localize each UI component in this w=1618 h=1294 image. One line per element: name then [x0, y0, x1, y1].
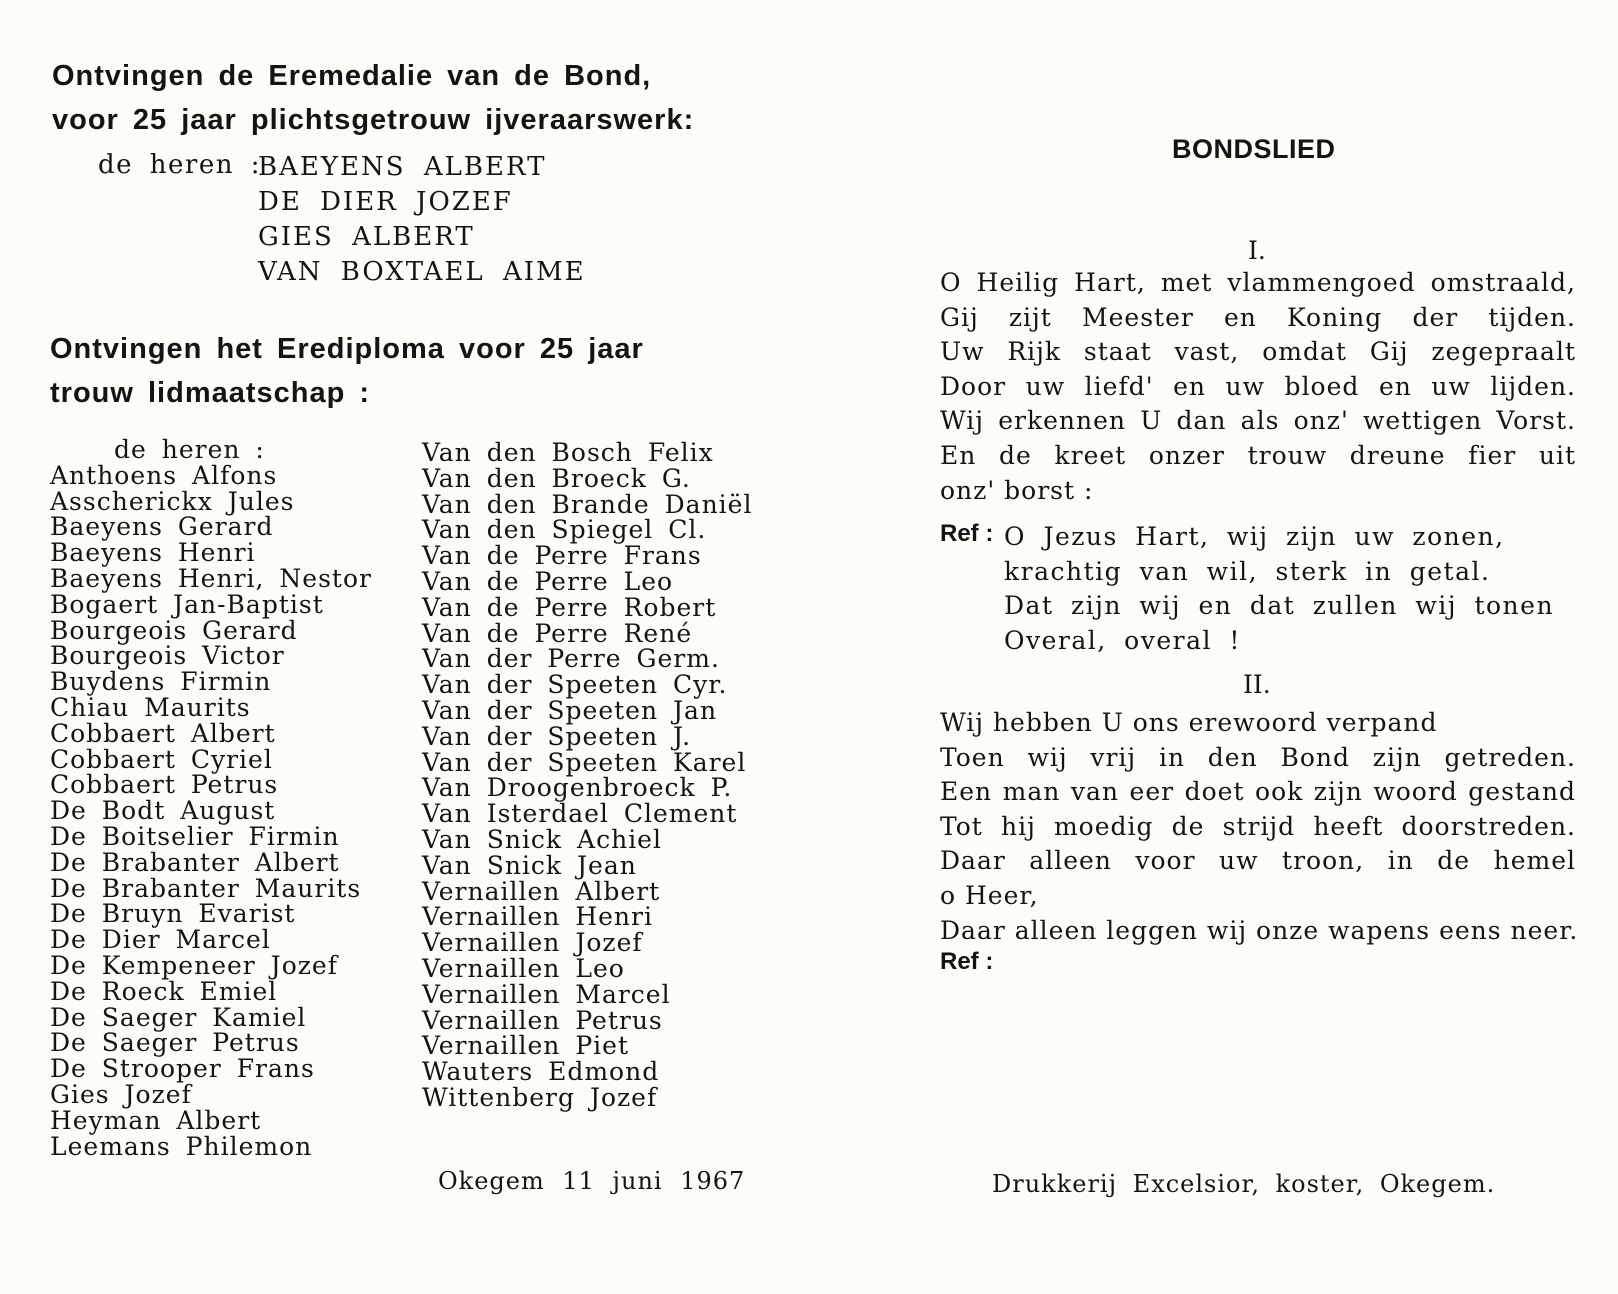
verse-line: Gij zijt Meester en Koning der tijden. [940, 302, 1576, 332]
list-item: Van der Speeten J. [422, 721, 692, 751]
refrain-label: Ref : [940, 948, 994, 975]
list-item: Van de Perre Frans [422, 541, 702, 571]
list-item: Van Isterdael Clement [422, 799, 738, 829]
medal-recipient: VAN BOXTAEL AIME [258, 257, 586, 287]
list-item: Cobbaert Albert [50, 718, 276, 748]
verse-line: o Heer, [940, 880, 1039, 910]
diploma-heading-line2: trouw lidmaatschap : [50, 377, 371, 409]
verse-line: Door uw liefd' en uw bloed en uw lijden. [940, 371, 1576, 401]
list-item: Van der Perre Germ. [422, 644, 720, 674]
verse-line: Een man van eer doet ook zijn woord gestand [940, 777, 1576, 807]
verse-1 [940, 266, 1576, 508]
list-item: Baeyens Henri [50, 538, 256, 568]
list-item: Van de Perre René [422, 618, 693, 648]
list-item: Vernaillen Jozef [422, 928, 643, 958]
list-item: Bogaert Jan-Baptist [50, 589, 324, 619]
list-item: Gies Jozef [50, 1079, 192, 1109]
list-item: De Saeger Kamiel [50, 1002, 307, 1032]
list-item: Chiau Maurits [50, 692, 251, 722]
list-item: De Bodt August [50, 796, 276, 826]
refrain-line: Dat zijn wij en dat zullen wij tonen [1004, 591, 1555, 620]
list-item: Van den Broeck G. [422, 463, 691, 493]
verse-number: I. [1248, 236, 1266, 265]
medal-recipient: DE DIER JOZEF [258, 187, 513, 217]
list-item: Heyman Albert [50, 1105, 262, 1135]
list-item: Asscherickx Jules [50, 486, 295, 516]
diploma-heading-line1: Ontvingen het Erediploma voor 25 jaar [50, 333, 644, 365]
diploma-list-left [50, 437, 372, 1159]
verse-line: O Heilig Hart, met vlammengoed omstraald, [940, 268, 1576, 297]
diploma-intro: de heren : [114, 435, 265, 464]
list-item: Anthoens Alfons [50, 460, 278, 490]
list-item: Bourgeois Gerard [50, 615, 298, 645]
list-item: De Bruyn Evarist [50, 899, 296, 929]
list-item: De Brabanter Maurits [50, 873, 362, 903]
list-item: Vernaillen Albert [422, 876, 661, 906]
verse-line: Toen wij vrij in den Bond zijn getreden. [940, 742, 1576, 772]
list-item: Bourgeois Victor [50, 641, 285, 671]
verse-2 [940, 706, 1579, 948]
list-item: Vernaillen Petrus [422, 1005, 663, 1035]
list-item: Van de Perre Robert [422, 592, 717, 622]
date-line: Okegem 11 juni 1967 [438, 1167, 746, 1195]
list-item: Baeyens Henri, Nestor [50, 563, 372, 593]
medal-intro: de heren : [98, 150, 262, 180]
verse-line: En de kreet onzer trouw dreune fier uit [940, 440, 1576, 470]
list-item: Van den Spiegel Cl. [422, 515, 707, 545]
verse-number: II. [1243, 670, 1271, 699]
list-item: Van Snick Achiel [422, 824, 662, 854]
song-title: BONDSLIED [1172, 134, 1336, 164]
verse-line: Wij hebben U ons erewoord verpand [940, 708, 1438, 737]
refrain [1004, 520, 1554, 658]
list-item: Vernaillen Piet [422, 1031, 629, 1061]
honors-page [0, 0, 800, 1294]
list-item: Van der Speeten Jan [422, 695, 718, 725]
list-item: Wauters Edmond [422, 1057, 660, 1087]
list-item: Van den Bosch Felix [422, 438, 714, 467]
refrain-line: krachtig van wil, sterk in getal. [1004, 556, 1491, 586]
medal-heading-line1: Ontvingen de Eremedalie van de Bond, [52, 60, 652, 92]
refrain-line: O Jezus Hart, wij zijn uw zonen, [1004, 522, 1505, 551]
printer-line: Drukkerij Excelsior, koster, Okegem. [992, 1170, 1496, 1198]
list-item: De Brabanter Albert [50, 847, 340, 877]
list-item: Cobbaert Cyriel [50, 744, 273, 774]
refrain-label: Ref : [940, 520, 994, 547]
list-item: Cobbaert Petrus [50, 770, 279, 800]
list-item: Van Snick Jean [422, 850, 637, 880]
list-item: Van der Speeten Cyr. [422, 670, 728, 700]
list-item: De Dier Marcel [50, 925, 271, 955]
list-item: Vernaillen Leo [422, 953, 625, 983]
list-item: De Boitselier Firmin [50, 821, 340, 851]
list-item: De Saeger Petrus [50, 1028, 300, 1058]
verse-line: Daar alleen voor uw troon, in de hemel [940, 846, 1576, 876]
verse-line: Daar alleen leggen wij onze wapens eens neer. [940, 915, 1579, 945]
list-item: Van de Perre Leo [422, 566, 674, 596]
list-item: Baeyens Gerard [50, 512, 274, 542]
medal-heading-line2: voor 25 jaar plichtsgetrouw ijveraarswerk: [52, 104, 695, 136]
list-item: Leemans Philemon [50, 1131, 313, 1161]
verse-line: onz' borst : [940, 475, 1094, 505]
list-item: Buydens Firmin [50, 667, 272, 697]
refrain-line: Overal, overal ! [1004, 625, 1241, 655]
list-item: Van der Speeten Karel [422, 747, 747, 777]
medal-recipient: GIES ALBERT [258, 222, 475, 252]
medal-recipient: BAEYENS ALBERT [258, 152, 547, 182]
medal-recipient-list [258, 150, 586, 290]
song-page [800, 0, 1618, 1294]
verse-line: Wij erkennen U dan als onz' wettigen Vorst. [940, 406, 1576, 436]
list-item: Van Droogenbroeck P. [422, 773, 733, 803]
list-item: De Roeck Emiel [50, 976, 278, 1006]
list-item: De Kempeneer Jozef [50, 950, 338, 980]
verse-line: Tot hij moedig de strijd heeft doorstreden. [940, 811, 1576, 841]
list-item: De Strooper Frans [50, 1054, 315, 1084]
list-item: Vernaillen Henri [422, 902, 653, 932]
list-item: Van den Brande Daniël [422, 489, 753, 519]
verse-line: Uw Rijk staat vast, omdat Gij zegepraalt [940, 337, 1576, 367]
diploma-list-right [422, 440, 752, 1111]
list-item: Wittenberg Jozef [422, 1082, 658, 1112]
list-item: Vernaillen Marcel [422, 979, 671, 1009]
